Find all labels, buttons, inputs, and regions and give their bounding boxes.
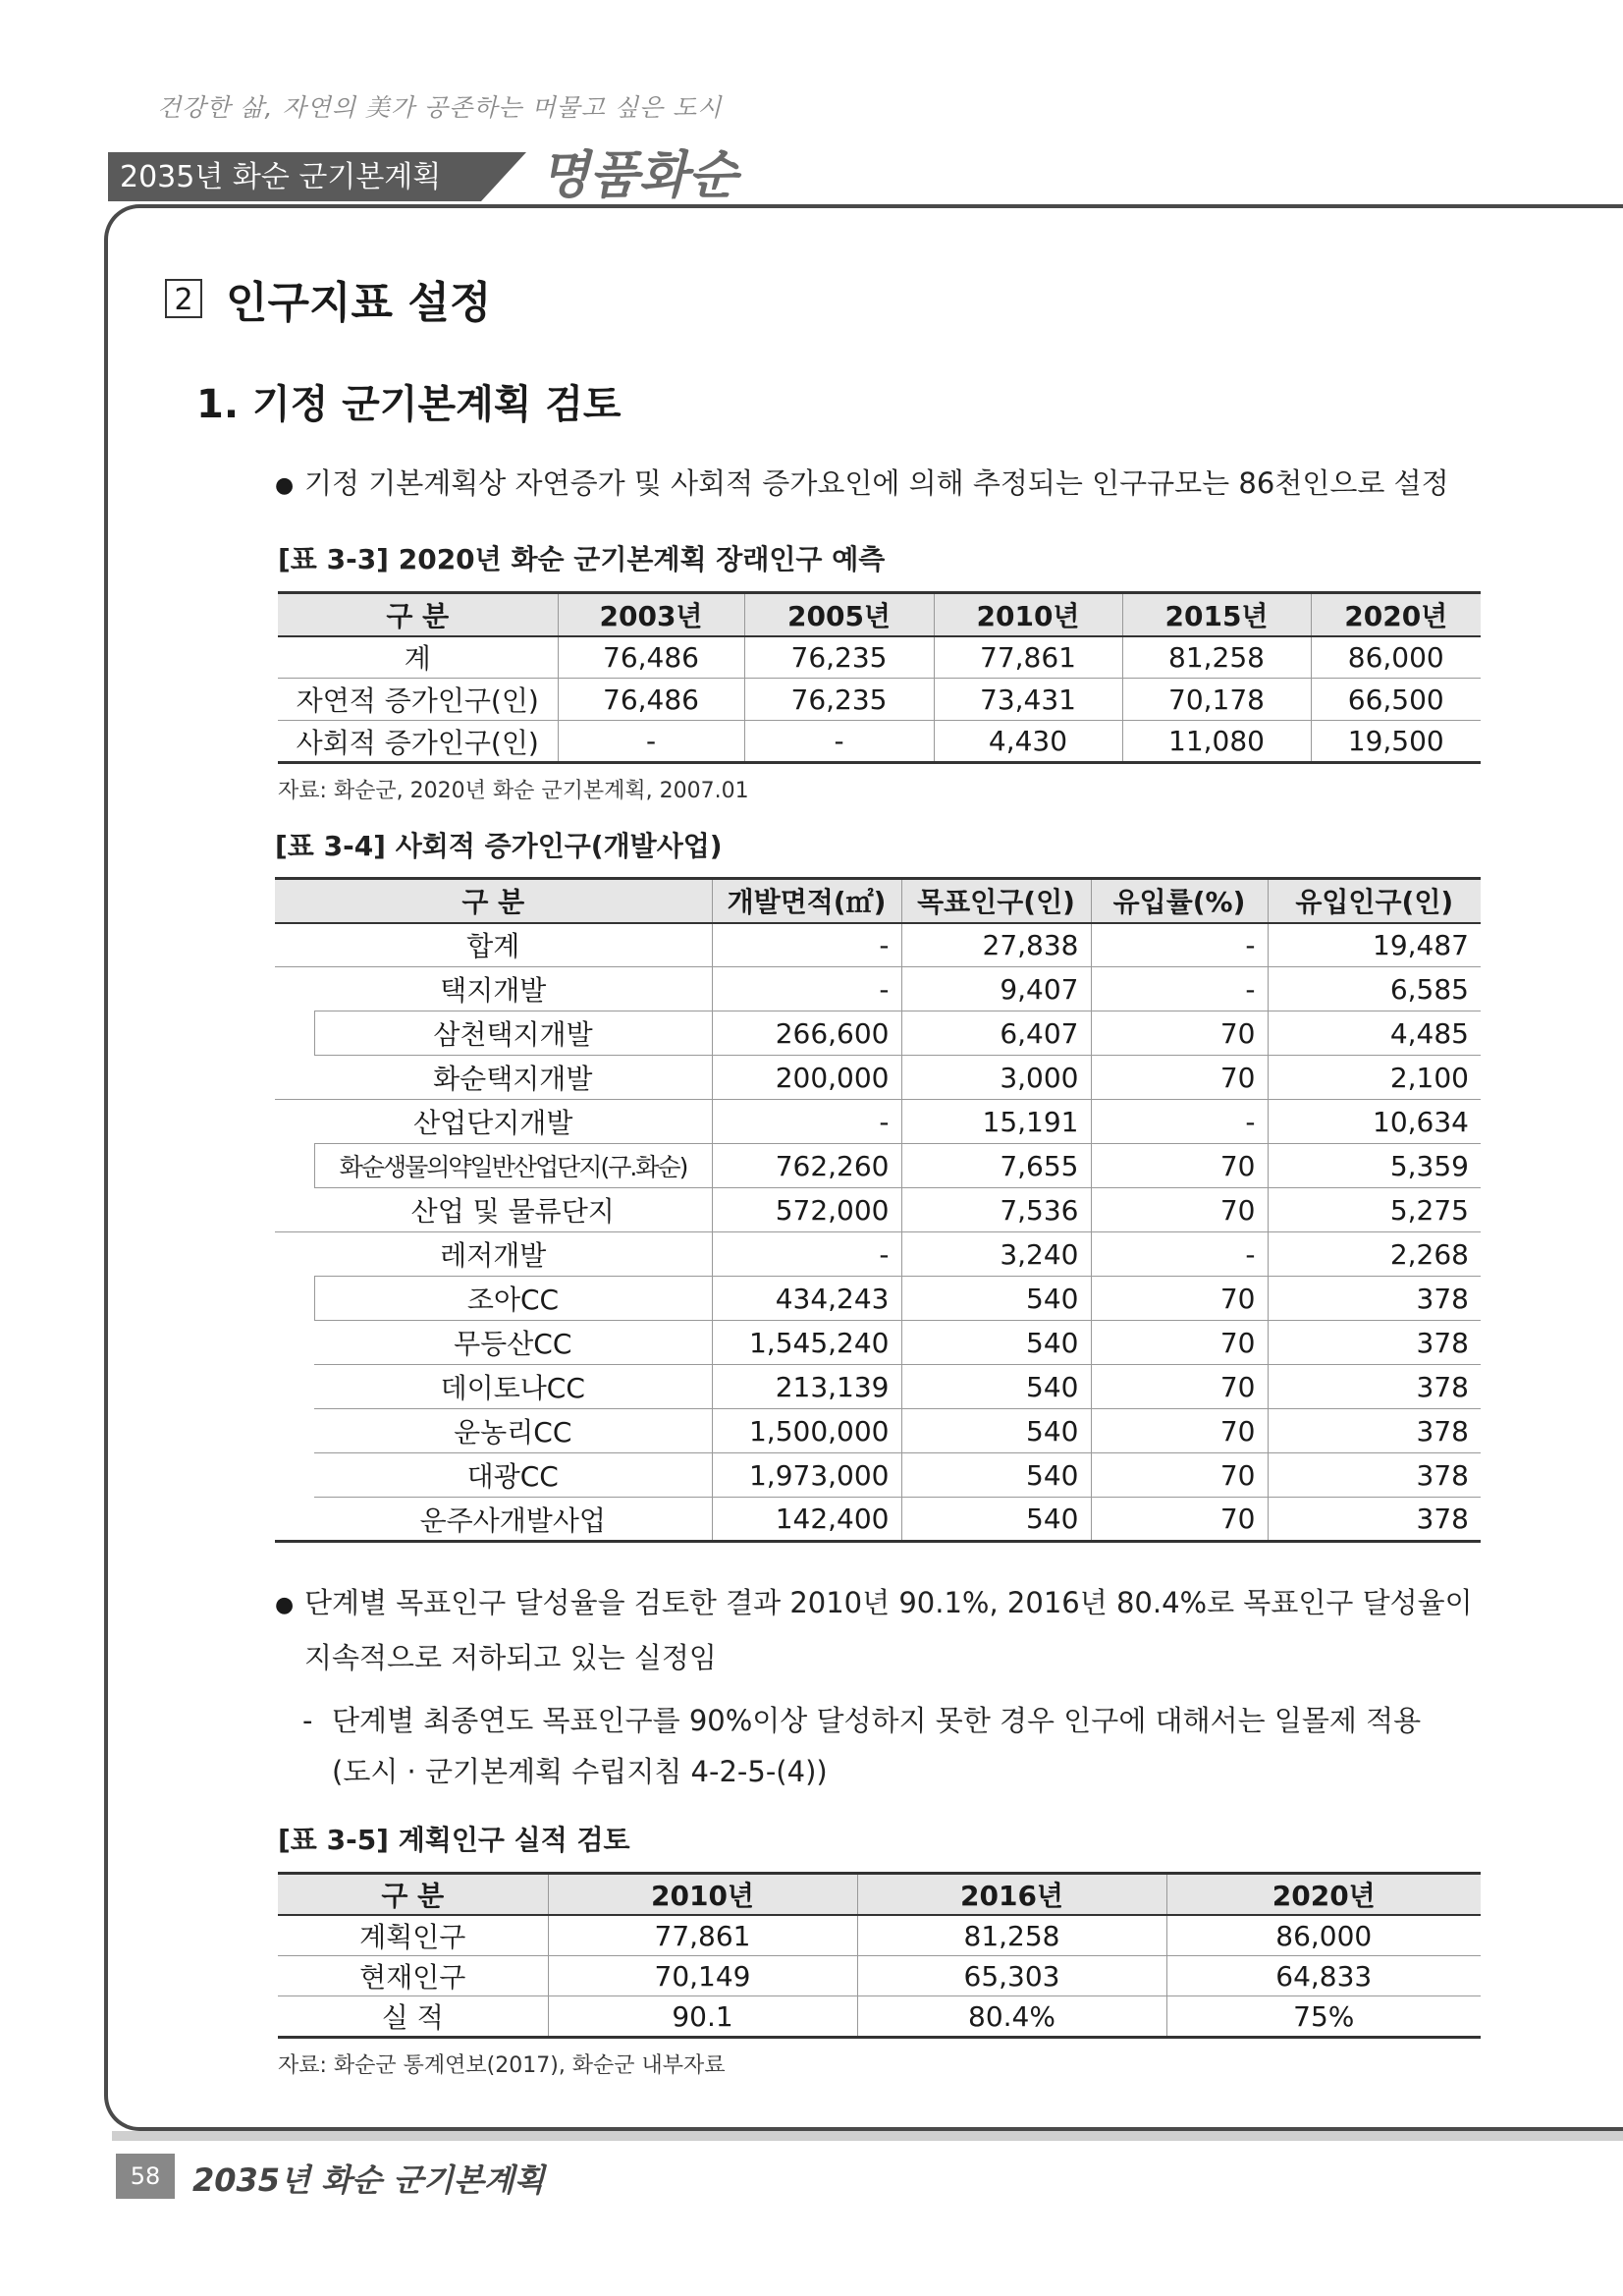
table-row	[275, 1100, 1481, 1144]
table-cell: 11,080	[1122, 721, 1311, 763]
table-row	[275, 1011, 1481, 1056]
table-row	[278, 636, 1481, 679]
table-cell: -	[712, 1232, 901, 1277]
dash-text-line1: 단계별 최종연도 목표인구를 90%이상 달성하지 못한 경우 인구에 대해서는 일몰제 적용	[332, 1704, 1422, 1737]
table-header-cell: 유입률(%)	[1091, 879, 1268, 923]
table-cell: -	[1091, 1100, 1268, 1144]
row-label: 데이토나CC	[314, 1365, 712, 1409]
table-header-cell: 2003년	[558, 593, 744, 636]
section-title-text: 인구지표 설정	[226, 278, 492, 328]
table-cell: 142,400	[712, 1498, 901, 1542]
table-cell: 90.1	[548, 1996, 857, 2038]
table-header-cell: 2005년	[744, 593, 934, 636]
table-header-cell: 개발면적(㎡)	[712, 879, 901, 923]
table-header-cell: 2010년	[548, 1874, 857, 1916]
table-cell: 77,861	[934, 636, 1122, 679]
table-cell: 378	[1268, 1365, 1481, 1409]
table-3-5	[278, 1872, 1481, 2039]
row-label: 레저개발	[275, 1232, 712, 1277]
table-cell: 70	[1091, 1409, 1268, 1453]
row-label: 산업단지개발	[275, 1100, 712, 1144]
table-cell: 15,191	[901, 1100, 1091, 1144]
row-label: 합계	[275, 923, 712, 967]
table-cell: 19,500	[1311, 721, 1481, 763]
table-cell: 70	[1091, 1011, 1268, 1056]
section-title	[165, 267, 491, 330]
table-cell: 540	[901, 1409, 1091, 1453]
table-cell: -	[558, 721, 744, 763]
table-cell: -	[744, 721, 934, 763]
table-cell: 70	[1091, 1144, 1268, 1188]
table-cell: 2,100	[1268, 1056, 1481, 1100]
table-cell: 540	[901, 1321, 1091, 1365]
table-cell: 6,585	[1268, 967, 1481, 1011]
table-cell: 66,500	[1311, 679, 1481, 721]
bullet-text-2-line1: 단계별 목표인구 달성율을 검토한 결과 2010년 90.1%, 2016년 80.4%로 목표인구 달성율이	[304, 1586, 1473, 1619]
table-cell: 70	[1091, 1365, 1268, 1409]
table-header-cell: 2020년	[1311, 593, 1481, 636]
table-cell: 3,000	[901, 1056, 1091, 1100]
table-header-cell: 2010년	[934, 593, 1122, 636]
table-cell: 81,258	[857, 1915, 1166, 1956]
table-3-5-caption: [표 3-5] 계획인구 실적 검토	[278, 1824, 630, 1856]
table-header-cell: 2015년	[1122, 593, 1311, 636]
table-cell: 76,235	[744, 679, 934, 721]
table-cell: 378	[1268, 1277, 1481, 1321]
table-cell: 1,973,000	[712, 1453, 901, 1498]
table-cell: 5,275	[1268, 1188, 1481, 1232]
table-cell: 3,240	[901, 1232, 1091, 1277]
row-label: 삼천택지개발	[314, 1011, 712, 1056]
table-cell: 70,149	[548, 1956, 857, 1996]
table-cell: 64,833	[1166, 1956, 1481, 1996]
subsection-title: 1. 기정 군기본계획 검토	[196, 382, 622, 427]
table-cell: -	[712, 1100, 901, 1144]
table-cell: 19,487	[1268, 923, 1481, 967]
row-label: 조아CC	[314, 1277, 712, 1321]
table-row	[278, 1956, 1481, 1996]
table-cell: -	[712, 923, 901, 967]
table-cell: 70,178	[1122, 679, 1311, 721]
row-label: 계	[278, 636, 558, 679]
table-cell: 5,359	[1268, 1144, 1481, 1188]
row-label: 실 적	[278, 1996, 548, 2038]
row-label: 사회적 증가인구(인)	[278, 721, 558, 763]
table-cell: 86,000	[1311, 636, 1481, 679]
table-row	[275, 1188, 1481, 1232]
table-row	[278, 679, 1481, 721]
table-row	[278, 721, 1481, 763]
table-3-5-source: 자료: 화순군 통계연보(2017), 화순군 내부자료	[278, 2053, 726, 2078]
table-cell: 70	[1091, 1453, 1268, 1498]
table-row	[275, 1321, 1481, 1365]
table-header-cell: 유입인구(인)	[1268, 879, 1481, 923]
table-row	[275, 967, 1481, 1011]
table-cell: 75%	[1166, 1996, 1481, 2038]
table-row	[275, 1056, 1481, 1100]
row-label: 자연적 증가인구(인)	[278, 679, 558, 721]
table-cell: 540	[901, 1277, 1091, 1321]
table-cell: 4,430	[934, 721, 1122, 763]
table-cell: 540	[901, 1498, 1091, 1542]
table-header-cell: 구 분	[278, 1874, 548, 1916]
brand-logo: 명품화순	[540, 145, 737, 205]
table-cell: 76,486	[558, 679, 744, 721]
table-cell: -	[712, 967, 901, 1011]
row-label: 화순생물의약일반산업단지(구.화순)	[314, 1144, 712, 1188]
table-cell: 2,268	[1268, 1232, 1481, 1277]
table-cell: -	[1091, 1232, 1268, 1277]
table-cell: 77,861	[548, 1915, 857, 1956]
table-cell: 572,000	[712, 1188, 901, 1232]
indent-cell	[275, 1011, 314, 1100]
table-cell: 76,235	[744, 636, 934, 679]
table-3-3-caption: [표 3-3] 2020년 화순 군기본계획 장래인구 예측	[278, 543, 886, 575]
table-cell: 73,431	[934, 679, 1122, 721]
table-cell: 70	[1091, 1277, 1268, 1321]
table-cell: 4,485	[1268, 1011, 1481, 1056]
page-number: 58	[116, 2154, 175, 2199]
table-cell: -	[1091, 923, 1268, 967]
indent-cell	[275, 1144, 314, 1232]
frame-shadow	[112, 2131, 1623, 2141]
row-label: 산업 및 물류단지	[314, 1188, 712, 1232]
table-row	[275, 1232, 1481, 1277]
table-cell: 27,838	[901, 923, 1091, 967]
table-cell: 9,407	[901, 967, 1091, 1011]
table-cell: 7,536	[901, 1188, 1091, 1232]
table-cell: 1,545,240	[712, 1321, 901, 1365]
table-row	[275, 1498, 1481, 1542]
table-cell: 540	[901, 1365, 1091, 1409]
bullet-dot-icon: ●	[275, 1593, 295, 1617]
table-cell: -	[1091, 967, 1268, 1011]
table-row	[275, 1365, 1481, 1409]
table-header-cell: 2016년	[857, 1874, 1166, 1916]
table-row	[278, 1915, 1481, 1956]
table-header-cell: 2020년	[1166, 1874, 1481, 1916]
bullet-text-1: 기정 기본계획상 자연증가 및 사회적 증가요인에 의해 추정되는 인구규모는 86천인으로 설정	[304, 466, 1449, 500]
table-cell: 1,500,000	[712, 1409, 901, 1453]
table-row	[275, 1409, 1481, 1453]
footer-title: 2035년 화순 군기본계획	[192, 2161, 545, 2199]
row-label: 계획인구	[278, 1915, 548, 1956]
table-cell: 70	[1091, 1056, 1268, 1100]
table-cell: 378	[1268, 1453, 1481, 1498]
table-3-4	[275, 877, 1481, 1543]
table-cell: 266,600	[712, 1011, 901, 1056]
table-3-3-source: 자료: 화순군, 2020년 화순 군기본계획, 2007.01	[278, 779, 749, 803]
row-label: 운주사개발사업	[314, 1498, 712, 1542]
header-slogan: 건강한 삶, 자연의 美가 공존하는 머물고 싶은 도시	[157, 93, 723, 122]
table-row	[275, 1453, 1481, 1498]
table-cell: 378	[1268, 1498, 1481, 1542]
row-label: 무등산CC	[314, 1321, 712, 1365]
table-row	[275, 923, 1481, 967]
table-cell: 6,407	[901, 1011, 1091, 1056]
table-cell: 80.4%	[857, 1996, 1166, 2038]
table-header-cell: 목표인구(인)	[901, 879, 1091, 923]
row-label: 화순택지개발	[314, 1056, 712, 1100]
table-cell: 65,303	[857, 1956, 1166, 1996]
row-label: 운농리CC	[314, 1409, 712, 1453]
indent-cell	[275, 1277, 314, 1542]
table-cell: 70	[1091, 1498, 1268, 1542]
table-cell: 70	[1091, 1321, 1268, 1365]
row-label: 대광CC	[314, 1453, 712, 1498]
plan-title-tab: 2035년 화순 군기본계획	[108, 152, 481, 201]
table-header-cell: 구 분	[278, 593, 558, 636]
table-cell: 378	[1268, 1409, 1481, 1453]
row-label: 택지개발	[275, 967, 712, 1011]
table-cell: 213,139	[712, 1365, 901, 1409]
bullet-dot-icon: ●	[275, 473, 295, 498]
table-cell: 86,000	[1166, 1915, 1481, 1956]
table-header-cell: 구 분	[275, 879, 712, 923]
table-cell: 378	[1268, 1321, 1481, 1365]
table-cell: 70	[1091, 1188, 1268, 1232]
table-cell: 200,000	[712, 1056, 901, 1100]
table-row	[275, 1277, 1481, 1321]
table-cell: 540	[901, 1453, 1091, 1498]
row-label: 현재인구	[278, 1956, 548, 1996]
plan-tab-decoration	[481, 152, 526, 201]
dash-marker: -	[302, 1704, 313, 1737]
table-3-3	[278, 591, 1481, 764]
table-cell: 76,486	[558, 636, 744, 679]
table-row	[275, 1144, 1481, 1188]
section-number: 2	[165, 279, 202, 318]
table-row	[278, 1996, 1481, 2038]
table-cell: 434,243	[712, 1277, 901, 1321]
table-cell: 762,260	[712, 1144, 901, 1188]
table-3-4-caption: [표 3-4] 사회적 증가인구(개발사업)	[275, 830, 723, 862]
table-cell: 81,258	[1122, 636, 1311, 679]
table-cell: 7,655	[901, 1144, 1091, 1188]
table-cell: 10,634	[1268, 1100, 1481, 1144]
dash-text-line2: (도시 · 군기본계획 수립지침 4-2-5-(4))	[332, 1755, 828, 1788]
bullet-text-2-line2: 지속적으로 저하되고 있는 실정임	[304, 1641, 717, 1674]
